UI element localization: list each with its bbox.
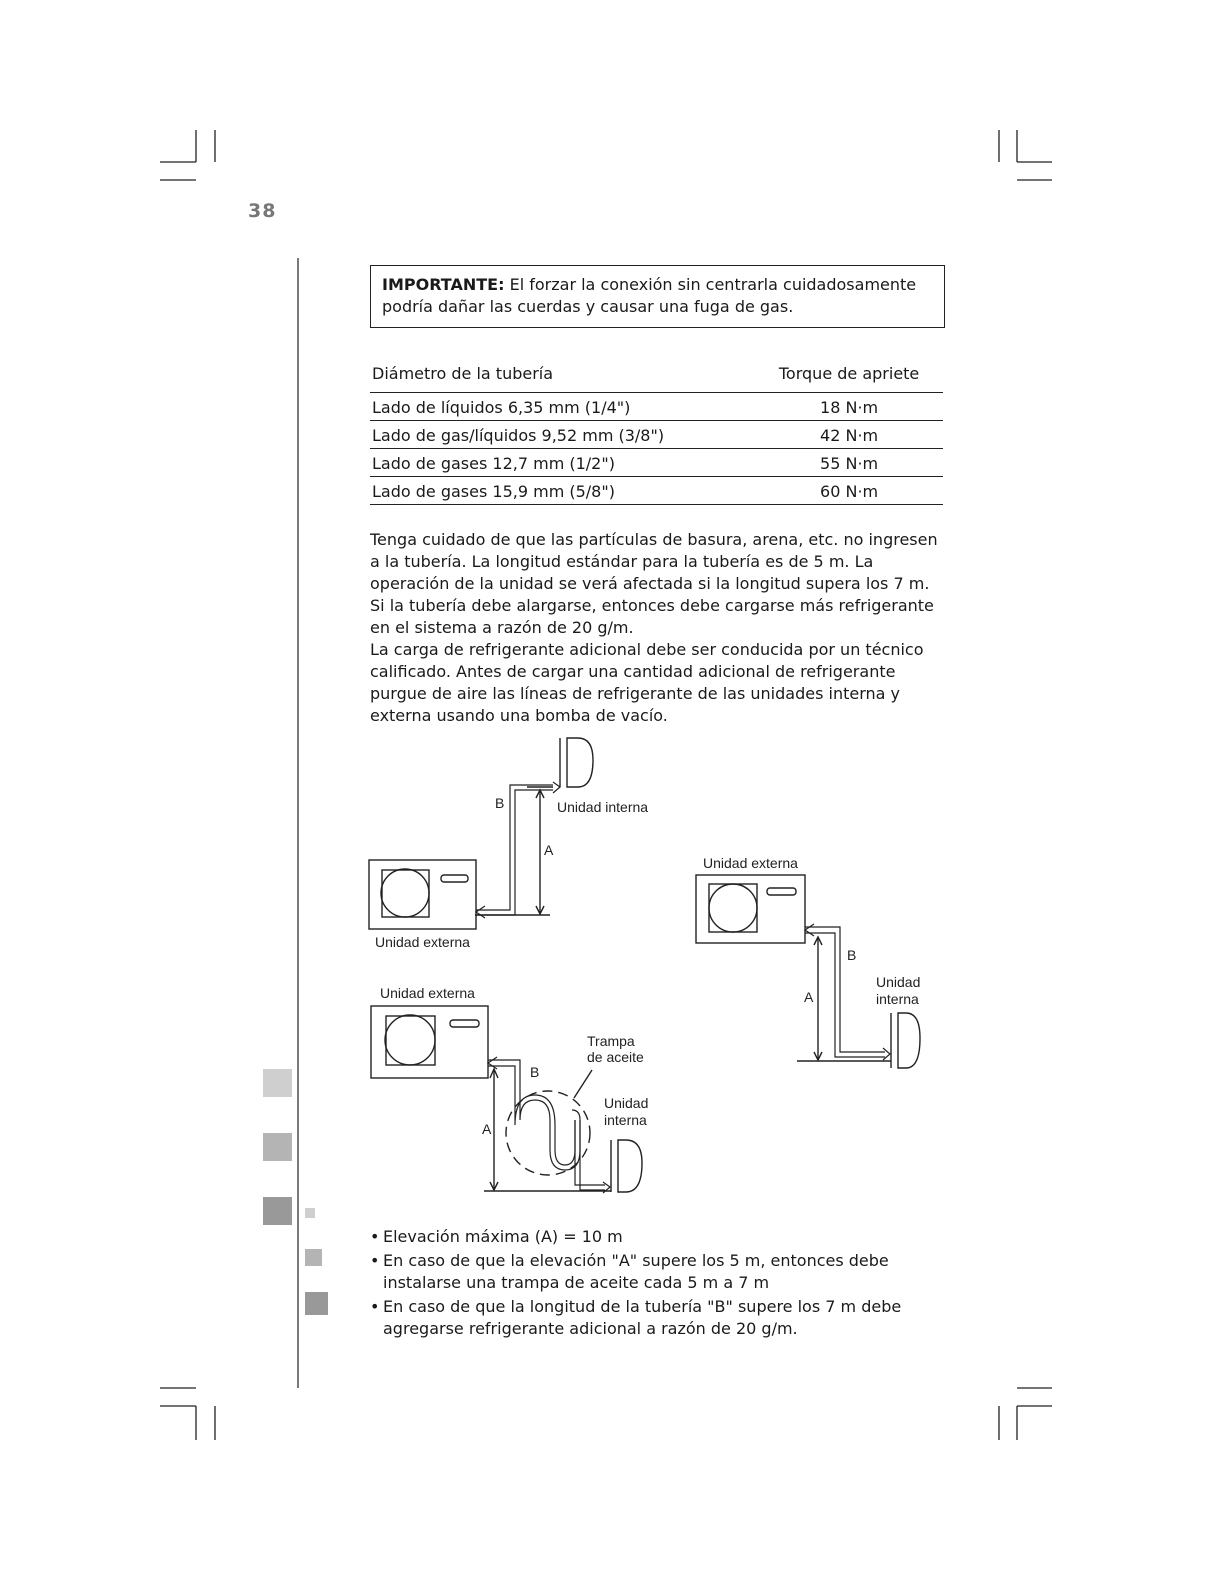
pipe-diameter-cell: Lado de líquidos 6,35 mm (1/4") [370, 393, 755, 421]
requirements-list [370, 1226, 950, 1342]
indoor-unit-icon [898, 1013, 920, 1068]
label-b: B [847, 947, 857, 963]
torque-cell: 18 N·m [755, 393, 943, 421]
pipe-diameter-cell: Lado de gases 15,9 mm (5/8") [370, 477, 755, 505]
label-unidad: Unidad [876, 974, 921, 990]
oil-trap-pointer [574, 1070, 592, 1098]
list-item: • Elevación máxima (A) = 10 m [370, 1226, 950, 1248]
label-unidad-externa: Unidad externa [375, 934, 470, 950]
indoor-unit-icon [618, 1140, 642, 1192]
pipe-diameter-cell: Lado de gas/líquidos 9,52 mm (3/8") [370, 421, 755, 449]
list-item: • En caso de que la longitud de la tubería "B" supere los 7 m debe agregarse refrigerante adicional a razón de 20 g/m. [370, 1296, 950, 1340]
label-a: A [482, 1121, 492, 1137]
page-number: 38 [248, 200, 277, 222]
label-b: B [530, 1064, 540, 1080]
label-interna: interna [876, 991, 919, 1007]
important-label: IMPORTANTE: [382, 275, 505, 294]
fan-icon [709, 884, 757, 932]
label-de-aceite: de aceite [587, 1049, 644, 1065]
torque-cell: 42 N·m [755, 421, 943, 449]
fan-icon [385, 1015, 435, 1065]
diagram-oil-trap [371, 985, 648, 1193]
diagram-indoor-below [696, 855, 920, 1068]
label-interna: interna [604, 1112, 647, 1128]
outdoor-unit-icon [696, 875, 805, 943]
torque-cell: 60 N·m [755, 477, 943, 505]
label-trampa: Trampa [587, 1033, 635, 1049]
pipe-diameter-cell: Lado de gases 12,7 mm (1/2") [370, 449, 755, 477]
torque-cell: 55 N·m [755, 449, 943, 477]
paragraph-pipe-care: Tenga cuidado de que las partículas de basura, arena, etc. no ingresen a la tubería. La longitud estándar para la tubería es de 5 m. La operación de la unidad se verá afectada si la longitud supera los 7 m. Si la tubería debe alargarse, entonces debe cargarse más refrigerante en el sistema a razón de 20 g/m. [370, 530, 938, 637]
outdoor-unit-icon [371, 1006, 488, 1078]
indoor-unit-icon [567, 738, 593, 787]
oil-trap-circle [506, 1091, 590, 1175]
label-unidad-externa: Unidad externa [380, 985, 475, 1001]
label-a: A [804, 989, 814, 1005]
column-header: Diámetro de la tubería [370, 362, 755, 393]
paragraph-refrigerant-charge: La carga de refrigerante adicional debe ser conducida por un técnico calificado. Antes de cargar una cantidad adicional de refrigerante purgue de aire las líneas de refrigerante de las unidades interna y externa usando una bomba de vacío. [370, 640, 924, 725]
diagram-indoor-above [369, 738, 648, 950]
fan-icon [381, 869, 429, 917]
label-b: B [495, 795, 505, 811]
important-text: El forzar la conexión sin centrarla cuidadosamente podría dañar las cuerdas y causar una fuga de gas. [382, 275, 917, 316]
column-header: Torque de apriete [755, 362, 943, 393]
label-unidad-externa: Unidad externa [703, 855, 798, 871]
label-unidad: Unidad [604, 1095, 649, 1111]
label-unidad-interna: Unidad interna [557, 799, 649, 815]
label-a: A [544, 842, 554, 858]
list-item: • En caso de que la elevación "A" supere los 5 m, entonces debe instalarse una trampa de aceite cada 5 m a 7 m [370, 1250, 950, 1294]
